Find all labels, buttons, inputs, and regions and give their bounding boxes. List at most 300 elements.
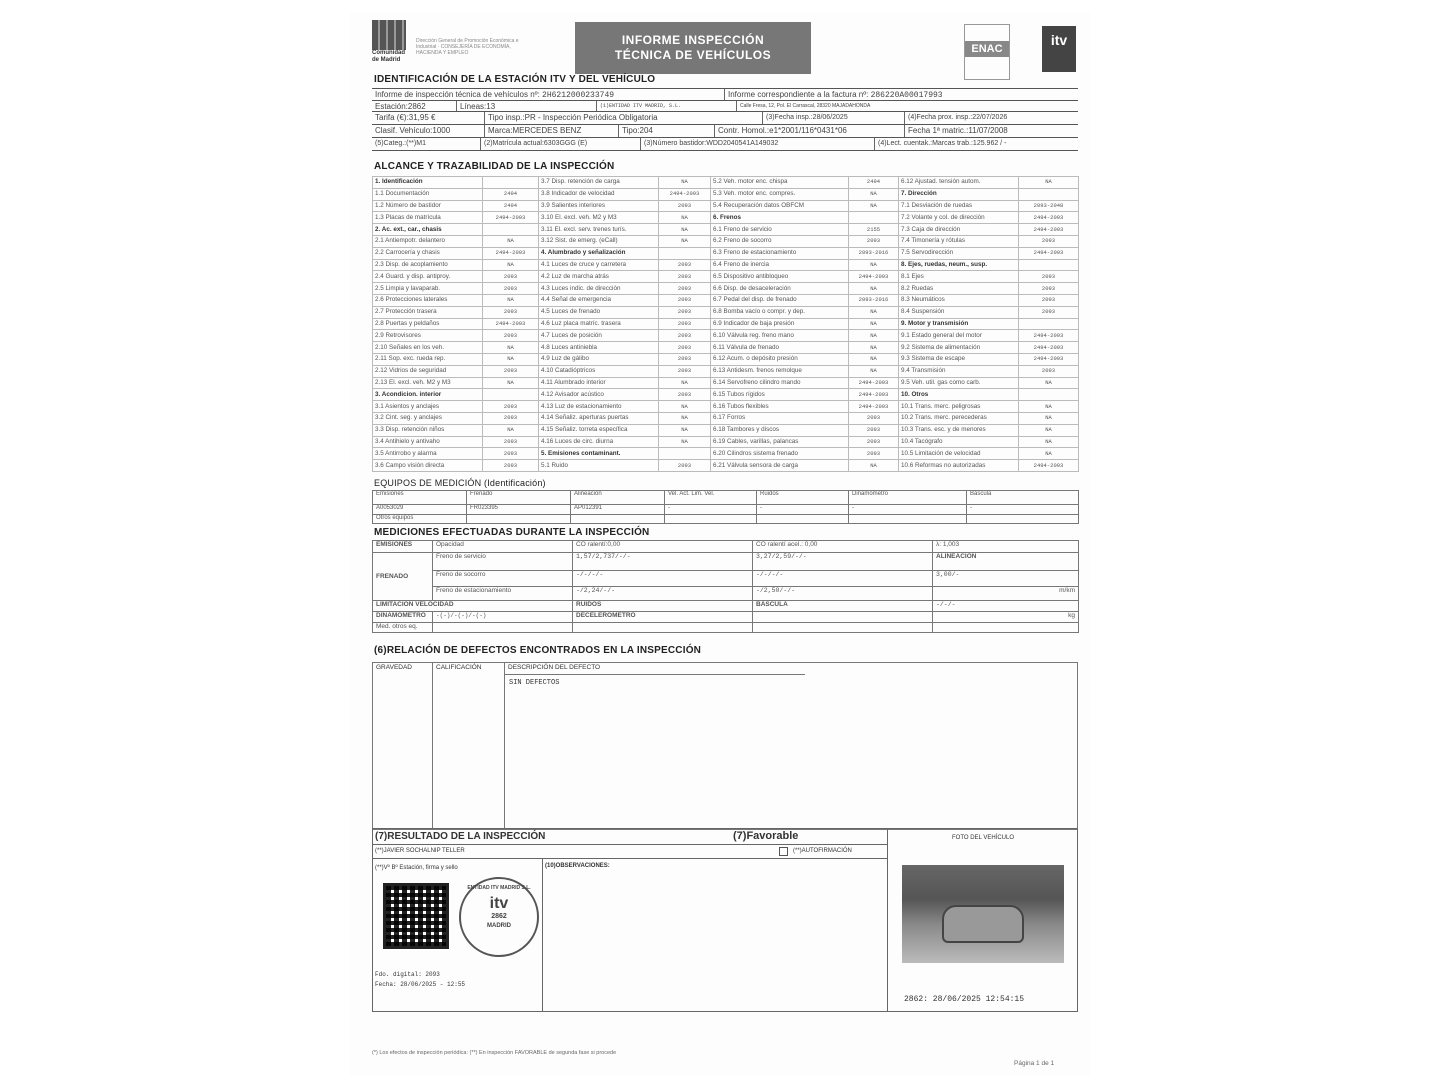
report-row <box>372 88 1078 101</box>
equipment-value: - <box>757 505 849 515</box>
stamp-text-3: 2862 <box>491 913 507 920</box>
others-equipment-label: Otros equipos <box>373 515 467 524</box>
scope-item-label: 10.4 Tacógrafo <box>899 436 1019 448</box>
scope-row <box>373 365 1079 377</box>
scope-item-label: 2.12 Vidrios de seguridad <box>373 365 483 377</box>
scope-row <box>373 401 1079 413</box>
station: Estación:2862 <box>375 102 426 111</box>
defects-col-severity: GRAVEDAD <box>373 663 433 829</box>
next-insp-date: (4)Fecha prox. insp.:22/07/2026 <box>904 112 1078 124</box>
emissions-row <box>373 541 1079 553</box>
scope-item-value: NA <box>1019 412 1079 424</box>
scope-item-label: 3.1 Asientos y anclajes <box>373 401 483 413</box>
scope-item-label: 7.3 Caja de dirección <box>899 224 1019 236</box>
scope-item-value: 2494-2093 <box>659 188 711 200</box>
scope-item-label: 6.20 Cilindros sistema frenado <box>711 448 849 460</box>
scale-value: -/-/- <box>933 601 1079 612</box>
scope-item-label: 10.6 Reformas no autorizadas <box>899 460 1019 472</box>
scope-item-value: 2093 <box>483 436 539 448</box>
scope-item-value: 2093 <box>659 283 711 295</box>
scope-item-label: 6.11 Válvula de frenado <box>711 342 849 354</box>
scope-item-value <box>1019 188 1079 200</box>
scope-item-label: 3.12 Sist. de emerg. (eCall) <box>539 235 659 247</box>
equipment-label: Ruidos <box>757 491 849 505</box>
scope-row <box>373 318 1079 330</box>
scope-item-label: 6.19 Cables, varillas, palancas <box>711 436 849 448</box>
equipment-labels-row <box>373 491 1079 505</box>
equipment-value: FR023395 <box>467 505 571 515</box>
scope-item-label: 3.2 Cint. seg. y anclajes <box>373 412 483 424</box>
scope-row <box>373 212 1079 224</box>
scope-item-value: NA <box>849 342 899 354</box>
qr-code-icon <box>383 883 449 949</box>
scope-item-value: NA <box>483 424 539 436</box>
equipment-value: - <box>665 505 757 515</box>
insp-type: Tipo insp.:PR - Inspección Periódica Obligatoria <box>484 112 762 124</box>
vehicle-photo <box>902 865 1064 963</box>
scope-item-label: 3.3 Disp. retención niños <box>373 424 483 436</box>
fd-emergency: -/-/-/- <box>573 571 753 587</box>
scope-item-value: 2093 <box>659 294 711 306</box>
title-line-1: INFORME INSPECCIÓN <box>621 33 765 47</box>
scope-item-value: 2093 <box>659 353 711 365</box>
other-measures-row <box>373 623 1079 633</box>
scope-item-label: 4.3 Luces indic. de dirección <box>539 283 659 295</box>
scope-row <box>373 412 1079 424</box>
scope-item-label: 5.3 Veh. motor enc. compres. <box>711 188 849 200</box>
scope-item-label: 4.12 Avisador acústico <box>539 389 659 401</box>
scope-item-value <box>1019 389 1079 401</box>
scope-item-value: 2093 <box>1019 283 1079 295</box>
scope-item-value: 2093-2048 <box>1019 200 1079 212</box>
car-image-icon <box>942 905 1024 943</box>
scope-item-value: 2494-2093 <box>483 212 539 224</box>
scope-item-value: NA <box>659 224 711 236</box>
scope-item-value: 2093-2016 <box>849 247 899 259</box>
madrid-flag-icon <box>372 20 406 50</box>
equipment-label: Emisiones <box>373 491 467 505</box>
scope-item-value: NA <box>849 283 899 295</box>
equipment-value: A0053029 <box>373 505 467 515</box>
scope-row <box>373 200 1079 212</box>
scope-item-label: 5.1 Ruido <box>539 460 659 472</box>
report-number: 2H6212000233749 <box>542 91 615 100</box>
scope-item-label: 1.3 Placas de matrícula <box>373 212 483 224</box>
signature-date: Fecha: 28/06/2025 - 12:55 <box>375 981 466 988</box>
emergency-brake-row <box>373 571 1079 587</box>
itv-logo: itv <box>1042 26 1076 72</box>
scope-item-label: 6.3 Freno de estacionamiento <box>711 247 849 259</box>
scope-item-label: 6.15 Tubos rígidos <box>711 389 849 401</box>
opacity: Opacidad <box>433 541 573 553</box>
scope-item-label: 8.4 Suspensión <box>899 306 1019 318</box>
scope-item-value: 2093 <box>483 330 539 342</box>
digital-signature: Fdo. digital: 2093 <box>375 971 440 978</box>
brand-name: Comunidad de Madrid <box>372 50 405 63</box>
measurements-title: MEDICIONES EFECTUADAS DURANTE LA INSPECCIÓN <box>374 527 650 538</box>
scope-item-label: 4.5 Luces de frenado <box>539 306 659 318</box>
scope-row <box>373 247 1079 259</box>
scope-item-value <box>483 177 539 189</box>
equipment-table <box>372 490 1079 524</box>
odometer: (4)Lect. cuentak.:Marcas trab.:125.962 / - <box>874 138 1078 150</box>
scope-item-value: 2093 <box>659 460 711 472</box>
scope-item-label: 7. Dirección <box>899 188 1019 200</box>
scope-item-value: 2093 <box>659 271 711 283</box>
scope-item-value: 2494-2093 <box>1019 460 1079 472</box>
plate-row <box>372 138 1078 151</box>
scope-item-label: 2.7 Protección trasera <box>373 306 483 318</box>
scope-item-value: NA <box>1019 177 1079 189</box>
co-idle: CO ralentí:0,00 <box>573 541 753 553</box>
equipment-label: Dinamómetro <box>849 491 967 505</box>
invoice-number: 286220A00017993 <box>870 91 943 100</box>
scope-item-value: NA <box>1019 436 1079 448</box>
scope-item-label: 2.1 Antiempotr. delantero <box>373 235 483 247</box>
scope-item-value: 2093 <box>483 283 539 295</box>
scope-row <box>373 188 1079 200</box>
scope-item-label: 9.3 Sistema de escape <box>899 353 1019 365</box>
scope-item-label: 5.2 Veh. motor enc. chispa <box>711 177 849 189</box>
scope-item-value: NA <box>849 306 899 318</box>
title-line-2: TÉCNICA DE VEHÍCULOS <box>614 48 772 62</box>
service-brake-label: Freno de servicio <box>433 553 573 571</box>
scope-item-value: 2093 <box>659 200 711 212</box>
comunidad-madrid-logo <box>372 20 406 66</box>
scope-row <box>373 436 1079 448</box>
scope-item-value: 2093 <box>659 259 711 271</box>
scope-item-value: NA <box>483 235 539 247</box>
scope-item-value: 2093 <box>659 365 711 377</box>
scope-item-value: NA <box>659 377 711 389</box>
scope-item-value: 2494 <box>849 177 899 189</box>
scope-item-label: 10.1 Trans. merc. peligrosas <box>899 401 1019 413</box>
scope-item-label: 3.5 Antirrobo y alarma <box>373 448 483 460</box>
scope-item-value: 2093 <box>483 448 539 460</box>
equipment-value: - <box>967 505 1079 515</box>
scope-row <box>373 330 1079 342</box>
scope-item-value: 2494-2093 <box>849 377 899 389</box>
scope-item-value: NA <box>483 259 539 271</box>
equipment-others-row <box>373 515 1079 524</box>
scope-item-value: NA <box>659 235 711 247</box>
scope-item-value: 2494-2093 <box>849 389 899 401</box>
scope-item-label: 3.8 Indicador de velocidad <box>539 188 659 200</box>
scope-item-value: NA <box>849 460 899 472</box>
scope-item-label: 3.4 Antihielo y antivaho <box>373 436 483 448</box>
rate-row <box>372 112 1078 125</box>
scope-item-value: NA <box>659 424 711 436</box>
scope-item-value: 2093 <box>483 412 539 424</box>
scope-item-value: 2155 <box>849 224 899 236</box>
scope-item-label: 4.1 Luces de cruce y carretera <box>539 259 659 271</box>
scope-item-label: 9.1 Estado general del motor <box>899 330 1019 342</box>
equipment-values-row <box>373 505 1079 515</box>
scope-item-label: 1. Identificación <box>373 177 483 189</box>
fd-parking: -/2,24/-/- <box>573 587 753 601</box>
scope-item-value: NA <box>849 365 899 377</box>
scope-item-label: 4.9 Luz de gálibo <box>539 353 659 365</box>
scope-item-value: 2093 <box>659 342 711 354</box>
scope-item-label: 2.5 Limpia y lavaparab. <box>373 283 483 295</box>
parking-brake-label: Freno de estacionamiento <box>433 587 573 601</box>
scope-item-label: 7.2 Volante y col. de dirección <box>899 212 1019 224</box>
scope-item-label: 9.2 Sistema de alimentación <box>899 342 1019 354</box>
scope-item-value: NA <box>483 342 539 354</box>
scope-item-value <box>483 389 539 401</box>
scope-item-label: 8.1 Ejes <box>899 271 1019 283</box>
defects-title: (6)RELACIÓN DE DEFECTOS ENCONTRADOS EN LA INSPECCIÓN <box>374 645 702 656</box>
scope-item-value: 2093 <box>849 436 899 448</box>
scope-item-label: 9. Motor y transmisión <box>899 318 1019 330</box>
scope-item-value: 2093 <box>849 448 899 460</box>
scope-row <box>373 448 1079 460</box>
scope-item-value: 2093 <box>659 306 711 318</box>
vehicle-brand: Marca:MERCEDES BENZ <box>484 125 618 137</box>
scope-item-label: 10.3 Trans. esc. y de menores <box>899 424 1019 436</box>
scope-item-label: 6.12 Ajustad. tensión autom. <box>899 177 1019 189</box>
scope-item-value: NA <box>483 377 539 389</box>
result-title: (7)RESULTADO DE LA INSPECCIÓN <box>375 831 546 842</box>
dynamometer-value: -(-)/-(-)/-(-) <box>433 612 573 623</box>
scope-item-label: 3.6 Campo visión directa <box>373 460 483 472</box>
page-number: Página 1 de 1 <box>1014 1060 1055 1067</box>
scope-item-value: 2494-2093 <box>1019 212 1079 224</box>
homologation: Contr. Homol.:e1*2001/116*0431*06 <box>714 125 904 137</box>
scope-item-label: 2.4 Guard. y disp. antiproy. <box>373 271 483 283</box>
emissions-label: EMISIONES <box>373 541 433 553</box>
scope-item-value: 2093 <box>1019 294 1079 306</box>
defects-box <box>372 662 1078 830</box>
alignment-value: 3,00/- <box>933 571 1079 587</box>
scope-item-value: 2494-2093 <box>849 271 899 283</box>
scope-item-label: 7.4 Timonería y rótulas <box>899 235 1019 247</box>
scope-item-value: NA <box>659 401 711 413</box>
scope-item-value <box>849 212 899 224</box>
speed-limit-row <box>373 601 1079 612</box>
scope-item-value <box>483 224 539 236</box>
observations-label: (10)OBSERVACIONES: <box>545 863 610 869</box>
scope-row <box>373 353 1079 365</box>
scope-item-value: NA <box>483 353 539 365</box>
scope-item-label: 6.6 Disp. de desaceleración <box>711 283 849 295</box>
scope-item-label: 3. Acondicion. interior <box>373 389 483 401</box>
scope-item-value: NA <box>1019 377 1079 389</box>
scope-item-value: NA <box>659 177 711 189</box>
scope-item-label: 7.1 Desviación de ruedas <box>899 200 1019 212</box>
equipment-label: Vel. Act. Lim. Vel. <box>665 491 757 505</box>
scope-item-label: 4. Alumbrado y señalización <box>539 247 659 259</box>
scope-item-value: 2494 <box>483 200 539 212</box>
scope-item-value: 2093 <box>659 330 711 342</box>
scope-item-label: 4.15 Señaliz. torreta específica <box>539 424 659 436</box>
defects-col-description: DESCRIPCIÓN DEL DEFECTO <box>505 663 805 675</box>
scope-item-label: 4.14 Señaliz. aperturas puertas <box>539 412 659 424</box>
scope-item-value: 2093 <box>1019 235 1079 247</box>
scope-row <box>373 235 1079 247</box>
equipment-value: - <box>849 505 967 515</box>
scope-item-value: 2093 <box>483 271 539 283</box>
scope-item-value: 2494-2093 <box>1019 342 1079 354</box>
scope-item-label: 8. Ejes, ruedas, neum., susp. <box>899 259 1019 271</box>
scope-row <box>373 424 1079 436</box>
scope-item-value: NA <box>849 318 899 330</box>
scope-row <box>373 377 1079 389</box>
scope-item-value: NA <box>849 188 899 200</box>
rate: Tarifa (€):31,95 € <box>375 113 436 122</box>
scope-item-label: 6.9 Indicador de baja presión <box>711 318 849 330</box>
scope-row <box>373 460 1079 472</box>
scope-item-value: 2093 <box>659 389 711 401</box>
identification-title: IDENTIFICACIÓN DE LA ESTACIÓN ITV Y DEL VEHÍCULO <box>374 74 656 85</box>
scope-item-value: NA <box>659 412 711 424</box>
scope-item-value: 2494-2093 <box>483 318 539 330</box>
scope-item-label: 10.2 Trans. merc. perecederas <box>899 412 1019 424</box>
report-label: Informe de inspección técnica de vehículos nº: <box>375 90 540 99</box>
scope-row <box>373 342 1079 354</box>
noise-label: RUIDOS <box>573 601 753 612</box>
vehicle-row <box>372 125 1078 138</box>
scope-item-value: NA <box>1019 401 1079 413</box>
scope-item-label: 6.4 Freno de inercia <box>711 259 849 271</box>
scope-item-label: 6.12 Acum. o depósito presión <box>711 353 849 365</box>
auth-checkbox <box>779 847 788 856</box>
fd-service: 1,57/2,737/-/- <box>573 553 753 571</box>
category: (5)Categ.:(**)M1 <box>375 140 426 147</box>
vehicle-class: Clasif. Vehículo:1000 <box>375 126 451 135</box>
service-brake-row <box>373 553 1079 571</box>
scope-item-label: 6.5 Dispositivo antibloqueo <box>711 271 849 283</box>
scope-item-value: 2494-2093 <box>483 247 539 259</box>
scope-table-body <box>373 177 1079 472</box>
scope-item-value: NA <box>659 212 711 224</box>
scope-item-label: 2.8 Puertas y peldaños <box>373 318 483 330</box>
scope-item-label: 4.10 Catadióptricos <box>539 365 659 377</box>
scope-item-label: 2.13 El. excl. veh. M2 y M3 <box>373 377 483 389</box>
lambda: λ: 1,003 <box>933 541 1079 553</box>
station-stamp <box>459 877 539 957</box>
scope-item-value: 2093 <box>849 412 899 424</box>
scope-item-value <box>659 247 711 259</box>
scope-item-value: 2494-2093 <box>1019 330 1079 342</box>
equipment-label: Frenado <box>467 491 571 505</box>
scope-item-value: NA <box>849 259 899 271</box>
equipment-title: EQUIPOS DE MEDICIÓN (Identificación) <box>374 478 546 488</box>
parking-brake-row <box>373 587 1079 601</box>
scope-item-label: 3.11 El. excl. serv. trenes turís. <box>539 224 659 236</box>
measurements-table <box>372 540 1079 633</box>
invoice-label: Informe correspondiente a la factura nº: <box>728 90 869 99</box>
first-registration: Fecha 1ª matric.:11/07/2008 <box>904 125 1078 137</box>
scope-row <box>373 306 1079 318</box>
stamp-text-1: ENTIDAD ITV MADRID S.L. <box>467 885 531 891</box>
equipment-value: AP012391 <box>571 505 665 515</box>
scope-item-label: 2. Ac. ext., car., chasis <box>373 224 483 236</box>
result-box <box>372 828 1078 1012</box>
scope-item-value: 2093 <box>1019 306 1079 318</box>
stamp-text-4: MADRID <box>487 923 511 929</box>
scope-item-label: 6.16 Tubos flexibles <box>711 401 849 413</box>
signature-area <box>373 859 543 1011</box>
scope-row <box>373 271 1079 283</box>
scope-item-value: NA <box>849 330 899 342</box>
scope-item-value <box>1019 318 1079 330</box>
enac-label: ENAC <box>965 41 1009 57</box>
dynamometer-row <box>373 612 1079 623</box>
scope-item-label: 2.6 Protecciones laterales <box>373 294 483 306</box>
scope-item-value <box>659 448 711 460</box>
scope-row <box>373 259 1079 271</box>
scope-item-value: 2494-2093 <box>1019 247 1079 259</box>
company: (1)ENTIDAD ITV MADRID, S.L. <box>596 101 736 111</box>
braking-label: FRENADO <box>373 553 433 601</box>
scope-row <box>373 177 1079 189</box>
plate: (2)Matrícula actual:6303GGG (E) <box>480 138 640 150</box>
scope-row <box>373 283 1079 295</box>
stamp-text-2: itv <box>489 895 509 912</box>
scope-item-value: 2093 <box>483 365 539 377</box>
scale-unit: kg <box>933 612 1079 623</box>
scale-label: BÁSCULA <box>753 601 933 612</box>
vehicle-photo-area <box>887 829 1077 1011</box>
scope-item-label: 8.2 Ruedas <box>899 283 1019 295</box>
decelerometer-label: DECELERÓMETRO <box>573 612 753 623</box>
scope-item-label: 1.1 Documentación <box>373 188 483 200</box>
scope-item-label: 5. Emisiones contaminant. <box>539 448 659 460</box>
scope-item-label: 2.10 Señales en los veh. <box>373 342 483 354</box>
scope-item-label: 10. Otros <box>899 389 1019 401</box>
scope-item-value: 2093 <box>1019 271 1079 283</box>
scope-item-value: NA <box>1019 424 1079 436</box>
scope-item-label: 4.16 Luces de circ. diurna <box>539 436 659 448</box>
scope-item-label: 2.9 Retrovisores <box>373 330 483 342</box>
ft-parking: -/2,50/-/- <box>753 587 933 601</box>
scope-item-value: 2093 <box>483 306 539 318</box>
enac-logo <box>964 24 1010 80</box>
dynamometer-label: DINAMÓMETRO <box>373 612 433 623</box>
scope-row <box>373 294 1079 306</box>
ft-service: 3,27/2,59/-/- <box>753 553 933 571</box>
scope-item-label: 6.8 Bomba vacío o compr. y dep. <box>711 306 849 318</box>
scope-item-label: 6.14 Servofreno cilindro mando <box>711 377 849 389</box>
ft-emergency: -/-/-/- <box>753 571 933 587</box>
speed-limit-label: LIMITACIÓN VELOCIDAD <box>373 601 573 612</box>
defects-col-rating: CALIFICACIÓN <box>433 663 505 829</box>
scope-item-label: 6.7 Pedal del disp. de frenado <box>711 294 849 306</box>
scope-item-label: 5.4 Recuperación datos OBFCM <box>711 200 849 212</box>
alignment-unit: m/km <box>933 587 1079 601</box>
scope-item-label: 4.8 Luces antiniebla <box>539 342 659 354</box>
station-row <box>372 101 1078 112</box>
other-measures-label: Med. otros eq. <box>373 623 433 633</box>
scope-item-label: 7.5 Servodirección <box>899 247 1019 259</box>
scope-item-label: 9.4 Transmisión <box>899 365 1019 377</box>
scope-item-value: NA <box>849 353 899 365</box>
scope-item-label: 4.7 Luces de posición <box>539 330 659 342</box>
scope-item-label: 3.7 Disp. retención de carga <box>539 177 659 189</box>
scope-item-label: 6.21 Válvula sensora de carga <box>711 460 849 472</box>
scope-item-value: 2093-2016 <box>849 294 899 306</box>
scope-item-label: 2.3 Disp. de acoplamiento <box>373 259 483 271</box>
scope-item-value: 2093 <box>849 424 899 436</box>
scope-title: ALCANCE Y TRAZABILIDAD DE LA INSPECCIÓN <box>374 161 615 172</box>
document-title <box>575 22 811 74</box>
signature-label: (**)Vº Bº Estación, firma y sello <box>375 865 458 871</box>
scope-item-label: 6.13 Antidesm. frenos remolque <box>711 365 849 377</box>
scope-table <box>372 176 1079 472</box>
photo-caption: 2862: 28/06/2025 12:54:15 <box>904 995 1025 1004</box>
scope-item-label: 6. Frenos <box>711 212 849 224</box>
